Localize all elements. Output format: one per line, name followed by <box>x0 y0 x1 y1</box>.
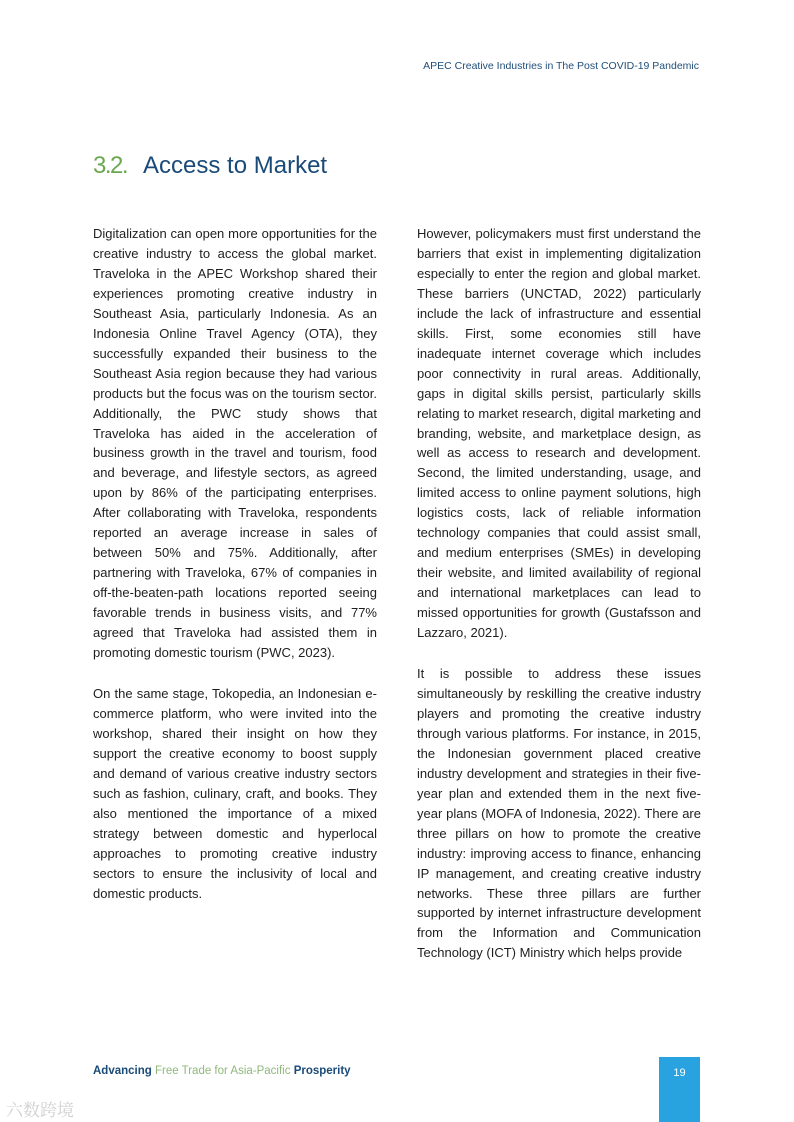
tagline-middle: Free Trade for Asia-Pacific <box>151 1065 294 1077</box>
page-number-box <box>659 1057 700 1122</box>
page-number: 19 <box>673 1067 686 1079</box>
paragraph: Digitalization can open more opportunities for the creative industry to access the global market. Traveloka in the APEC Workshop shared their experiences promoting creative industry in Southeast Asia, particularly Indonesia. As an Indonesia Online Travel Agency (OTA), they successfully expanded their business to the Southeast Asia region because they had various products but the focus was on the tourism sector. Additionally, the PWC study shows that Traveloka has aided in the acceleration of business growth in the travel and tourism, food and beverage, and lifestyle sectors, as agreed upon by 86% of the participating enterprises. After collaborating with Traveloka, respondents reported an average increase in sales of between 50% and 75%. Additionally, after partnering with Traveloka, 67% of companies in off-the-beaten-path locations reported seeing favorable trends in business visits, and 77% agreed that Traveloka had assisted them in promoting domestic tourism (PWC, 2023). <box>93 226 377 661</box>
paragraph: On the same stage, Tokopedia, an Indonesian e-commerce platform, who were invited into the workshop, shared their insight on how they support the creative economy to boost supply and demand of various creative industry sectors such as fashion, culinary, craft, and books. They also mentioned the importance of a mixed strategy between domestic and hyperlocal approaches to promoting creative industry sectors to ensure the inclusivity of local and domestic products. <box>93 685 377 901</box>
right-column <box>417 224 701 984</box>
tagline-advancing: Advancing <box>93 1065 152 1077</box>
section-heading <box>93 152 327 180</box>
section-title: Access to Market <box>143 152 328 179</box>
footer-tagline <box>93 1065 351 1077</box>
running-header: APEC Creative Industries in The Post COVID-19 Pandemic <box>423 60 699 72</box>
tagline-prosperity: Prosperity <box>293 1065 351 1077</box>
watermark-logo: 六数跨境 <box>6 1101 74 1120</box>
paragraph: However, policymakers must first understand the barriers that exist in implementing digitalization especially to enter the region and global market. These barriers (UNCTAD, 2022) particularly include the lack of infrastructure and essential skills. First, some economies still have inadequate internet coverage which includes poor connectivity in rural areas. Additionally, gaps in digital skills persist, particularly skills relating to market research, digital marketing and branding, website, and marketplace design, as well as access to research and development. Second, the limited understanding, usage, and limited access to online payment solutions, high logistics costs, lack of reliable information technology companies that could assist small, and medium enterprises (SMEs) in developing their website, and limited availability of regional and international marketplaces can lead to missed opportunities for growth (Gustafsson and Lazzaro, 2021). <box>417 226 701 641</box>
section-number: 3.2. <box>93 152 128 179</box>
paragraph: It is possible to address these issues simultaneously by reskilling the creative industry players and promoting the creative industry through various platforms. For instance, in 2015, the Indonesian government placed creative industry development and strategies in their five-year plan and extended them in the next five-year plans (MOFA of Indonesia, 2022). There are three pillars on how to promote the creative industry: improving access to finance, enhancing IP management, and creating creative industry networks. These three pillars are further supported by internet infrastructure development from the Information and Communication Technology (ICT) Ministry which helps provide <box>417 666 701 961</box>
left-column <box>93 224 377 924</box>
